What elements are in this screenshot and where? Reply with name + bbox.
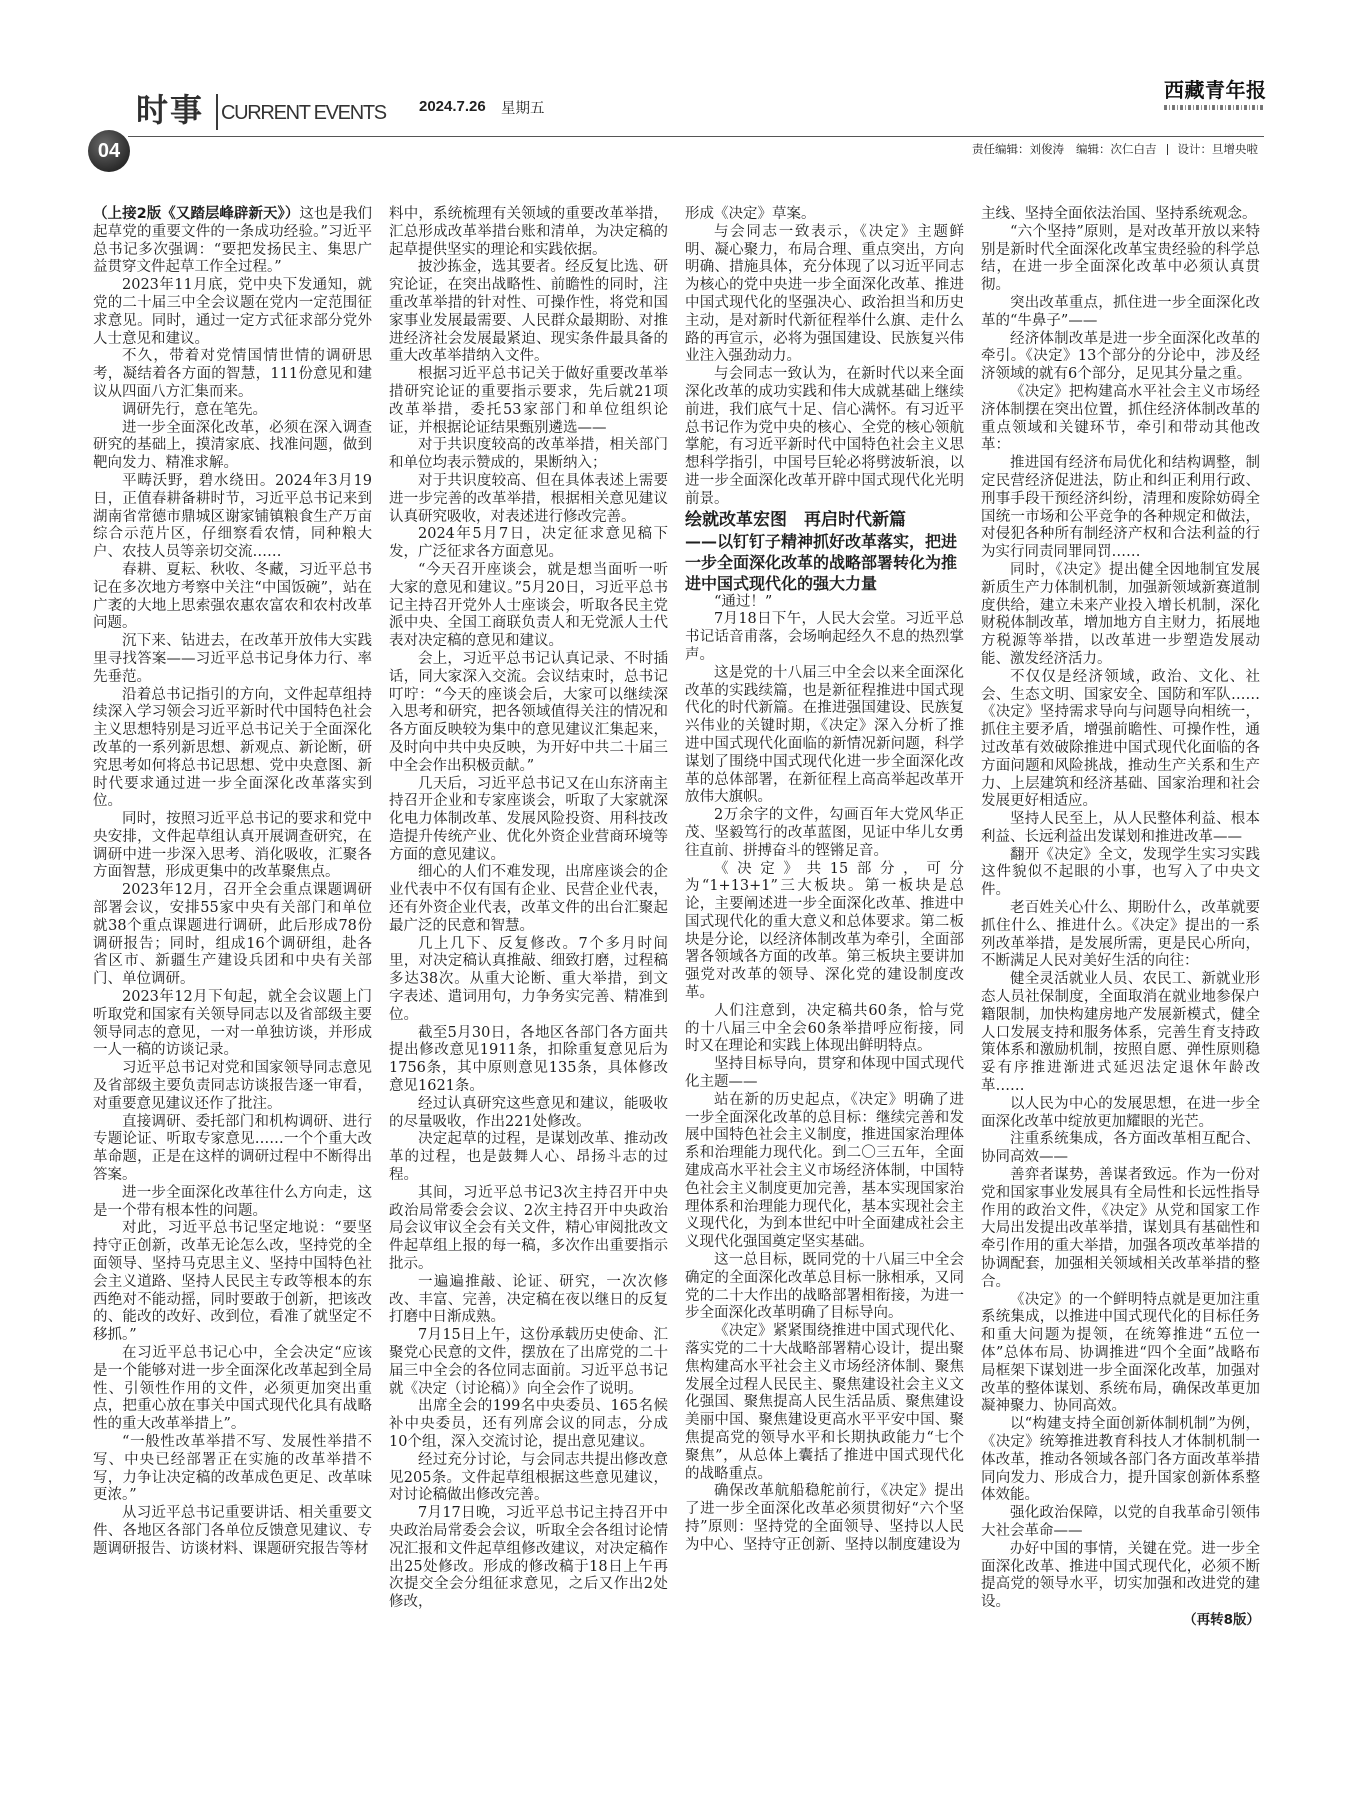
paragraph: 与会同志一致认为，在新时代以来全面深化改革的成功实践和伟大成就基础上继续前进，我们底气十足、信心满怀。有习近平总书记作为党中央的核心、全党的核心领航掌舵，有习近平新时代中国特色社会主义思想科学指引，中国号巨轮必将劈波斩浪，以进一步全面深化改革开辟中国式现代化光明前景。 <box>685 366 964 507</box>
paragraph: 截至5月30日，各地区各部门各方面共提出修改意见1911条，扣除重复意见后为1756条，其中原则意见135条，具体修改意见1621条。 <box>389 1024 668 1095</box>
continued-on-note: （再转8版） <box>1183 1611 1260 1628</box>
editor-in-charge: 责任编辑：刘俊涛 <box>972 142 1064 156</box>
paragraph: 7月15日上午，这份承载历史使命、汇聚党心民意的文件，摆放在了出席党的二十届三中全会的各位同志面前。习近平总书记就《决定（讨论稿）》向全会作了说明。 <box>389 1327 668 1397</box>
paragraph: 几上几下、反复修改。7个多月时间里，对决定稿认真推敲、细致打磨，过程稿多达38次。从重大论断、重大举措，到文字表述、遣词用句，力争务实完善、精准到位。 <box>389 935 668 1023</box>
paragraph: 料中，系统梳理有关领域的重要改革举措，汇总形成改革举措台账和清单，为决定稿的起草提供坚实的理论和实践依据。 <box>389 206 668 258</box>
paragraph: 会上，习近平总书记认真记录、不时插话，同大家深入交流。会议结束时，总书记叮咛：“今天的座谈会后，大家可以继续深入思考和研究，把各领域值得关注的情况和各方面反映较为集中的意见建议汇集起来，及时向中共中央反映，为开好中共二十届三中全会作出积极贡献。” <box>389 650 668 774</box>
paragraph: 决定起草的过程，是谋划改革、推动改革的过程，也是鼓舞人心、昂扬斗志的过程。 <box>389 1131 668 1184</box>
paragraph: 与会同志一致表示，《决定》主题鲜明、凝心聚力，布局合理、重点突出，方向明确、措施具体，充分体现了以习近平同志为核心的党中央进一步全面深化改革、推进中国式现代化的坚强决心、政治担当和历史主动，是对新时代新征程举什么旗、走什么路的再宣示，必将为强国建设、民族复兴伟业注入强劲动力。 <box>685 223 964 365</box>
paragraph: 以“构建支持全面创新体制机制”为例，《决定》统筹推进教育科技人才体制机制一体改革，推动各领域各部门各方面改革举措同向发力、形成合力，提升国家创新体系整体效能。 <box>981 1416 1260 1504</box>
issue-date: 2024.7.26 <box>419 98 486 115</box>
paragraph: 从习近平总书记重要讲话、相关重要文件、各地区各部门各单位反馈意见建议、专题调研报告、访谈材料、课题研究报告等材 <box>93 1505 372 1557</box>
paragraph: 确保改革航船稳舵前行，《决定》提出了进一步全面深化改革必须贯彻好“六个坚持”原则：坚持党的全面领导、坚持以人民为中心、坚持守正创新、坚持以制度建设为 <box>685 1483 964 1553</box>
paragraph: 不久，带着对党情国情世情的调研思考，凝结着各方面的智慧，111份意见和建议从四面八方汇集而来。 <box>93 348 372 400</box>
paragraph: 其间，习近平总书记3次主持召开中央政治局常委会会议、2次主持召开中央政治局会议审议全会有关文件，精心审阅批改文件起草组上报的每一稿，多次作出重要指示批示。 <box>389 1184 668 1273</box>
paragraph: 沉下来、钻进去，在改革开放伟大实践里寻找答案——习近平总书记身体力行、率先垂范。 <box>93 633 372 685</box>
paragraph: 出席全会的199名中央委员、165名候补中央委员，还有列席会议的同志，分成10个组，深入交流讨论，提出意见建议。 <box>389 1398 668 1450</box>
paragraph: 以人民为中心的发展思想，在进一步全面深化改革中绽放更加耀眼的光芒。 <box>981 1095 1260 1130</box>
paragraph: 强化政治保障，以党的自我革命引领伟大社会革命—— <box>981 1505 1260 1539</box>
paragraph: 主线、坚持全面依法治国、坚持系统观念。 <box>981 206 1257 222</box>
paragraph: 对于共识度较高的改革举措，相关部门和单位均表示赞成的，果断纳入； <box>389 437 668 472</box>
paragraph: 调研先行，意在笔先。 <box>122 401 267 418</box>
editor-credits <box>966 141 1264 157</box>
paragraph: 在习近平总书记心中，全会决定“应该是一个能够对进一步全面深化改革起到全局性、引领性作用的文件，必须更加突出重点，把重心放在事关中国式现代化具有战略性的重大改革举措上”。 <box>93 1345 372 1433</box>
continued-from-note: （上接2版《又踏层峰辟新天》） <box>93 206 300 222</box>
paragraph: “一般性改革举措不写、发展性举措不写、中央已经部署正在实施的改革举措不写，力争让决定稿的改革成色更足、改革味更浓。” <box>93 1433 372 1504</box>
logo-tibetan-script <box>1164 105 1264 110</box>
paragraph: 《决定》把构建高水平社会主义市场经济体制摆在突出位置，抓住经济体制改革的重点领域和关键环节，牵引和带动其他改革： <box>981 383 1260 454</box>
paragraph: 2023年12月，召开全会重点课题调研部署会议，安排55家中央有关部门和单位就38个重点课题进行调研，此后形成78份调研报告；同时，组成16个调研组，赴各省区市、新疆生产建设兵团和中央有关部门、单位调研。 <box>93 882 372 988</box>
paragraph: 不仅仅是经济领域，政治、文化、社会、生态文明、国家安全、国防和军队……《决定》坚持需求导向与问题导向相统一，抓住主要矛盾，增强前瞻性、可操作性，通过改革有效破除推进中国式现代化面临的各方面问题和风险挑战，推动生产关系和生产力、上层建筑和经济基础、国家治理和社会发展更好相适应。 <box>981 668 1260 810</box>
paragraph: 同时，《决定》提出健全因地制宜发展新质生产力体制机制，加强新领域新赛道制度供给，建立未来产业投入增长机制，深化财税体制改革，增加地方自主财力，拓展地方税源等举措，以改革进一步塑造发展动能、激发经济活力。 <box>981 561 1260 667</box>
paragraph: 习近平总书记对党和国家领导同志意见及省部级主要负责同志访谈报告逐一审看，对重要意见建议还作了批注。 <box>93 1060 372 1112</box>
paragraph: 《决定》的一个鲜明特点就是更加注重系统集成，以推进中国式现代化的目标任务和重大问题为提领，在统筹推进“五位一体”总体布局、协调推进“四个全面”战略布局框架下谋划进一步全面深化改革，加强对改革的整体谋划、系统布局，确保改革更加凝神聚力、协同高效。 <box>981 1291 1260 1415</box>
section-subheadline: ——以钉钉子精神抓好改革落实，把进一步全面深化改革的战略部署转化为推进中国式现代化的强大力量 <box>685 531 958 593</box>
page-number: 04 <box>97 139 121 162</box>
paragraph: 一遍遍推敲、论证、研究，一次次修改、丰富、完善，决定稿在夜以继日的反复打磨中日渐成熟。 <box>389 1273 668 1326</box>
page-number-badge <box>88 130 130 172</box>
paragraph: 7月18日下午，人民大会堂。习近平总书记话音甫落，会场响起经久不息的热烈掌声。 <box>685 611 964 663</box>
editor: 编辑：次仁白吉 <box>1076 142 1157 156</box>
article-column-2 <box>389 206 668 1612</box>
paragraph: 根据习近平总书记关于做好重要改革举措研究论证的重要指示要求，先后就21项改革举措，委托53家部门和单位组织论证，并根据论证结果甄别遴选—— <box>389 366 668 436</box>
paragraph: 人们注意到，决定稿共60条，恰与党的十八届三中全会60条举措呼应衔接，同时又在理论和实践上体现出鲜明特点。 <box>685 1002 964 1055</box>
paragraph: 这一总目标，既同党的十八届三中全会确定的全面深化改革总目标一脉相承，又同党的二十大作出的战略部署相衔接，为进一步全面深化改革明确了目标导向。 <box>685 1252 964 1322</box>
paragraph: 《决定》共15部分，可分为“1+13+1”三大板块。第一板块是总论，主要阐述进一步全面深化改革、推进中国式现代化的重大意义和总体要求。第二板块是分论，以经济体制改革为牵引，全面部署各领域各方面的改革。第三板块主要讲加强党对改革的领导、深化党的建设制度改革。 <box>685 860 964 1002</box>
section-divider <box>216 94 218 130</box>
paragraph: 2023年12月下旬起，就全会议题上门听取党和国家有关领导同志以及省部级主要领导同志的意见，一对一单独访谈，并形成一人一稿的访谈记录。 <box>93 989 372 1059</box>
paragraph: 2万余字的文件，勾画百年大党风华正茂、坚毅笃行的改革蓝图，见证中华儿女勇往直前、拼搏奋斗的铿锵足音。 <box>685 807 964 859</box>
header-rule <box>128 136 1264 137</box>
paragraph: 几天后，习近平总书记又在山东济南主持召开企业和专家座谈会，听取了大家就深化电力体制改革、发展风险投资、用科技改造提升传统产业、优化外资企业营商环境等方面的意见建议。 <box>389 775 668 863</box>
newspaper-logo: 西藏青年报 <box>1164 78 1267 102</box>
paragraph: 这是党的十八届三中全会以来全面深化改革的实践续篇，也是新征程推进中国式现代化的时代新篇。在推进强国建设、民族复兴伟业的关键时期，《决定》深入分析了推进中国式现代化面临的新情况新问题，科学谋划了围绕中国式现代化进一步全面深化改革的总体部署，在新征程上高高举起改革开放伟大旗帜。 <box>685 664 964 806</box>
paragraph: 善弈者谋势，善谋者致远。作为一份对党和国家事业发展具有全局性和长远性指导作用的政治文件，《决定》从党和国家工作大局出发提出改革举措，谋划具有基础性和牵引作用的重大举措，加强各项改革举措的协调配套，加强相关领域相关改革举措的整合。 <box>981 1167 1260 1290</box>
paragraph: 形成《决定》草案。 <box>685 206 816 222</box>
designer: 设计：旦增央啦 <box>1177 142 1258 156</box>
paragraph: 办好中国的事情，关键在党。进一步全面深化改革、推进中国式现代化，必须不断提高党的领导水平，切实加强和改进党的建设。 <box>981 1540 1260 1611</box>
paragraph: 7月17日晚，习近平总书记主持召开中央政治局常委会会议，听取全会各组讨论情况汇报和文件起草组修改建议，对决定稿作出25处修改。形成的修改稿于18日上午再次提交全会分组征求意见，之后又作出2处修改， <box>389 1505 668 1611</box>
paragraph: 披沙拣金，选其要者。经反复比选、研究论证，在突出战略性、前瞻性的同时，注重改革举措的针对性、可操作性，将党和国家事业发展最需要、人民群众最期盼、对推进经济社会发展最紧迫、现实条件最具备的重大改革举措纳入文件。 <box>389 259 668 365</box>
credits-separator <box>1167 144 1168 155</box>
paragraph: 2024年5月7日，决定征求意见稿下发，广泛征求各方面意见。 <box>389 526 668 561</box>
section-title: 时事 <box>136 91 205 129</box>
paragraph: 进一步全面深化改革，必须在深入调查研究的基础上，摸清家底、找准问题，做到靶向发力、精准求解。 <box>93 419 372 472</box>
section-title-english: CURRENT EVENTS <box>221 102 386 124</box>
paragraph: 经济体制改革是进一步全面深化改革的牵引。《决定》13个部分的分论中，涉及经济领域的就有6个部分，足见其分量之重。 <box>981 330 1260 383</box>
paragraph: 沿着总书记指引的方向，文件起草组持续深入学习领会习近平新时代中国特色社会主义思想特别是习近平总书记关于全面深化改革的一系列新思想、新观点、新论断，研究思考如何将总书记思想、党中央意图、新时代要求通过进一步全面深化改革落实到位。 <box>93 686 372 810</box>
paragraph: 进一步全面深化改革往什么方向走，这是一个带有根本性的问题。 <box>93 1184 372 1219</box>
paragraph: 对此，习近平总书记坚定地说：“要坚持守正创新，改革无论怎么改，坚持党的全面领导、坚持马克思主义、坚持中国特色社会主义道路、坚持人民民主专政等根本的东西绝对不能动摇，同时要敢于创新，把该改的、能改的改好、改到位，看准了就坚定不移抓。” <box>93 1220 372 1344</box>
paragraph: 站在新的历史起点，《决定》明确了进一步全面深化改革的总目标：继续完善和发展中国特色社会主义制度，推进国家治理体系和治理能力现代化。到二〇三五年，全面建成高水平社会主义市场经济体制，中国特色社会主义制度更加完善，基本实现国家治理体系和治理能力现代化，基本实现社会主义现代化，为到本世纪中叶全面建成社会主义现代化强国奠定坚实基础。 <box>685 1091 964 1251</box>
paragraph: 推进国有经济布局优化和结构调整，制定民营经济促进法，防止和纠正利用行政、刑事手段干预经济纠纷，清理和废除妨碍全国统一市场和公平竞争的各种规定和做法，对侵犯各种所有制经济产权和合法利益的行为实行同责同罪同罚…… <box>981 455 1260 561</box>
paragraph: “今天召开座谈会，就是想当面听一听大家的意见和建议。”5月20日，习近平总书记主持召开党外人士座谈会，听取各民主党派中央、全国工商联负责人和无党派人士代表对决定稿的意见和建议。 <box>389 561 668 650</box>
issue-weekday: 星期五 <box>501 101 545 117</box>
paragraph <box>93 206 372 277</box>
paragraph: 坚持人民至上，从人民整体利益、根本利益、长远利益出发谋划和推进改革—— <box>981 811 1260 845</box>
paragraph: 细心的人们不难发现，出席座谈会的企业代表中不仅有国有企业、民营企业代表，还有外资企业代表，改革文件的出台汇聚起最广泛的民意和智慧。 <box>389 864 668 934</box>
paragraph: 2023年11月底，党中央下发通知，就党的二十届三中全会议题在党内一定范围征求意见。同时，通过一定方式征求部分党外人士意见和建议。 <box>93 277 372 347</box>
paragraph: 翻开《决定》全文，发现学生实习实践这件貌似不起眼的小事，也写入了中央文件。 <box>981 846 1260 899</box>
paragraph: 健全灵活就业人员、农民工、新就业形态人员社保制度，全面取消在就业地参保户籍限制，加快构建房地产发展新模式，健全人口发展支持和服务体系，完善生育支持政策体系和激励机制，按照自愿、弹性原则稳妥有序推进渐进式延迟法定退休年龄改革…… <box>981 971 1260 1095</box>
section-headline: 绘就改革宏图 再启时代新篇 <box>685 509 906 530</box>
paragraph: 《决定》紧紧围绕推进中国式现代化、落实党的二十大战略部署精心设计，提出聚焦构建高水平社会主义市场经济体制、聚焦发展全过程人民民主、聚焦建设社会主义文化强国、聚焦提高人民生活品质、聚焦建设美丽中国、聚焦建设更高水平平安中国、聚焦提高党的领导水平和长期执政能力“七个聚焦”，从总体上囊括了推进中国式现代化的战略重点。 <box>685 1323 964 1482</box>
paragraph: 经过充分讨论，与会同志共提出修改意见205条。文件起草组根据这些意见建议，对讨论稿做出修改完善。 <box>389 1451 668 1504</box>
paragraph: 经过认真研究这些意见和建议，能吸收的尽量吸收，作出221处修改。 <box>389 1095 668 1130</box>
paragraph: “通过！” <box>714 593 773 610</box>
paragraph: 老百姓关心什么、期盼什么，改革就要抓住什么、推进什么。《决定》提出的一系列改革举措，是发展所需，更是民心所向，不断满足人民对美好生活的向往： <box>981 900 1260 970</box>
paragraph: 突出改革重点，抓住进一步全面深化改革的“牛鼻子”—— <box>981 294 1260 329</box>
article-column-3 <box>685 206 964 1555</box>
paragraph: 直接调研、委托部门和机构调研、进行专题论证、听取专家意见……一个个重大改革命题，正是在这样的调研过程中不断得出答案。 <box>93 1113 372 1184</box>
paragraph: “六个坚持”原则，是对改革开放以来特别是新时代全面深化改革宝贵经验的科学总结，在进一步全面深化改革中必须认真贯彻。 <box>981 223 1260 294</box>
article-column-1 <box>93 206 372 1559</box>
paragraph: 春耕、夏耘、秋收、冬藏，习近平总书记在多次地方考察中关注“中国饭碗”，站在广袤的大地上思索强农惠农富农和农村改革问题。 <box>93 561 372 632</box>
article-column-4 <box>981 206 1260 1630</box>
paragraph-text: 这也是我们起草党的重要文件的一条成功经验。”习近平总书记多次强调：“要把发扬民主、集思广益贯穿文件起草工作全过程。” <box>93 206 372 276</box>
paragraph: 对于共识度较高、但在具体表述上需要进一步完善的改革举措，根据相关意见建议认真研究吸收，对表述进行修改完善。 <box>389 472 668 525</box>
paragraph: 坚持目标导向，贯穿和体现中国式现代化主题—— <box>685 1056 964 1091</box>
paragraph: 同时，按照习近平总书记的要求和党中央安排，文件起草组认真开展调查研究，在调研中进一步深入思考、消化吸收，汇聚各方面智慧，形成更集中的改革聚焦点。 <box>93 811 372 881</box>
paragraph: 平畴沃野，碧水绕田。2024年3月19日，正值春耕备耕时节，习近平总书记来到湖南省常德市鼎城区谢家铺镇粮食生产万亩综合示范片区，仔细察看农情，同种粮大户、农技人员等亲切交流…… <box>93 472 372 561</box>
paragraph: 注重系统集成，各方面改革相互配合、协同高效—— <box>981 1131 1260 1166</box>
